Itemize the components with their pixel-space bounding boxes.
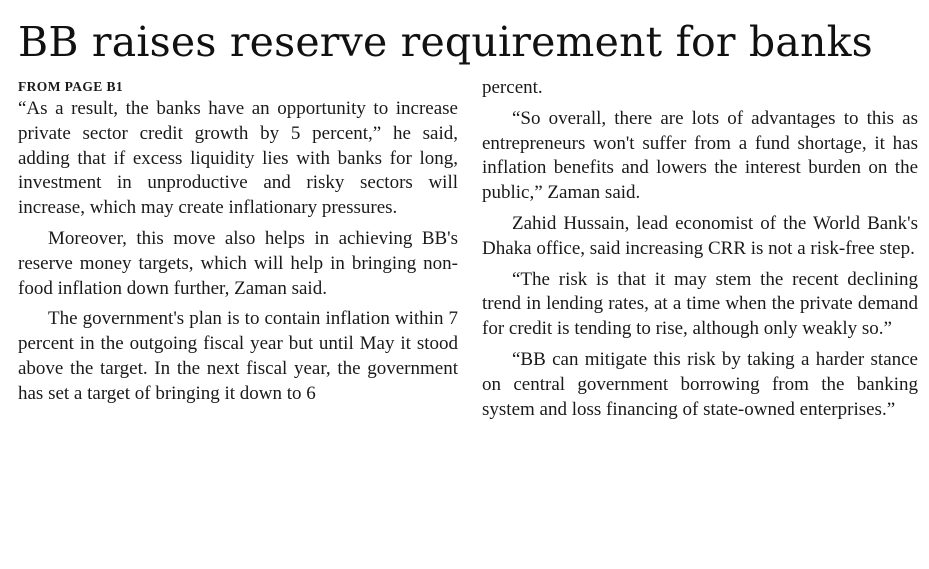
continuation-kicker: FROM PAGE B1 [18,79,124,94]
left-column [18,78,458,413]
paragraph: “BB can mitigate this risk by taking a harder stance on central government borrowing from the banking system and loss financing of state-owned enterprises.” [482,348,918,420]
paragraph: Moreover, this move also helps in achieving BB's reserve money targets, which will help in bringing non-food inflation down further, Zaman said. [18,227,458,299]
paragraph: “As a result, the banks have an opportunity to increase private sector credit growth by 5 percent,” he said, adding that if excess liquidity lies with banks for long, investment in unproductive and risky sectors will increase, which may create inflationary pressures. [18,98,458,219]
headline: BB raises reserve requirement for banks [18,18,873,66]
right-column [482,78,918,428]
paragraph: “So overall, there are lots of advantages to this as entrepreneurs won't suffer from a fund shortage, it has inflation benefits and lowers the interest burden on the public,” Zaman said. [482,107,918,204]
paragraph-continuation: percent. [482,77,543,98]
paragraph: The government's plan is to contain inflation within 7 percent in the outgoing fiscal year but until May it stood above the target. In the next fiscal year, the government has set a target of bringing it down to 6 [18,308,458,404]
paragraph: “The risk is that it may stem the recent declining trend in lending rates, at a time when the private demand for credit is tending to rise, although only weakly so.” [482,268,918,340]
paragraph: Zahid Hussain, lead economist of the World Bank's Dhaka office, said increasing CRR is not a risk-free step. [482,212,918,259]
